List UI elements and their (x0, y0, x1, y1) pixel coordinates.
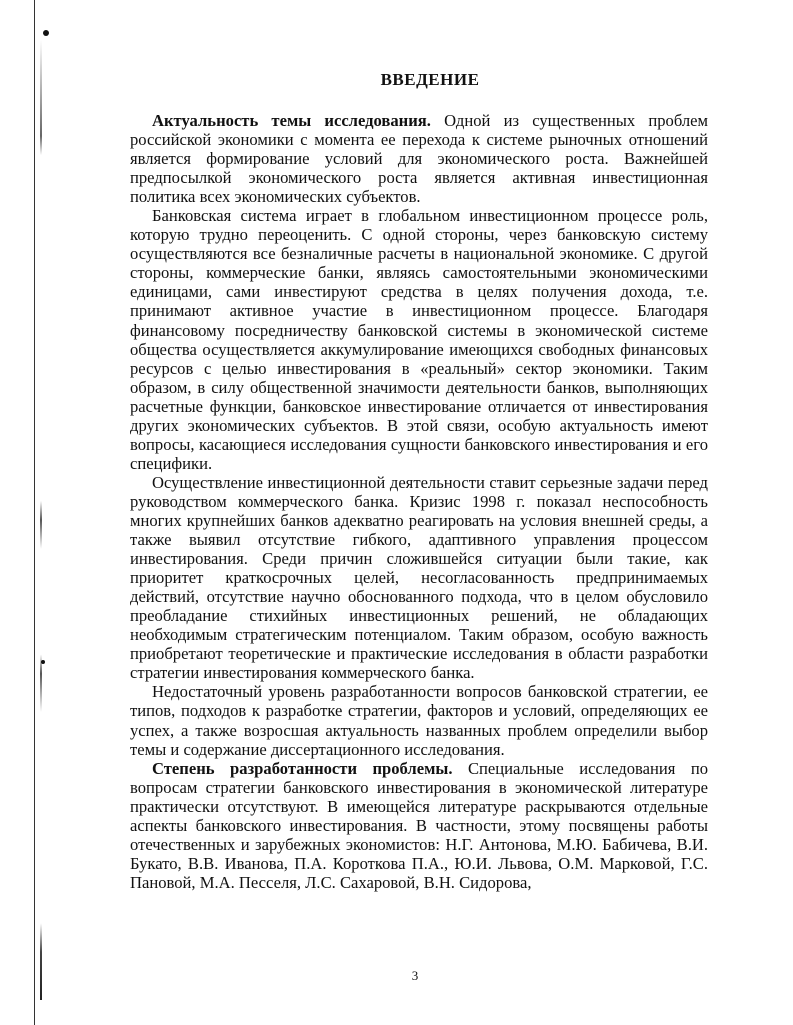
paragraph-elaboration-degree (130, 759, 708, 892)
paragraph-lead: Степень разработанности проблемы. (152, 758, 453, 778)
body-text (130, 111, 708, 892)
section-heading: ВВЕДЕНИЕ (380, 70, 480, 89)
paragraph-text: Специальные исследования по вопросам стратегии банковского инвестирования в экономической литературе практически отсутствуют. В имеющейся литературе раскрываются отдельные аспекты банковского инвестирования. В частности, этому посвящены работы отечественных и зарубежных экономистов: Н.Г. Антонова, М.Ю. Бабичева, В.И. Букато, В.В. Иванова, П.А. Короткова П.А., Ю.И. Львова, О.М. Марковой, Г.С. Пановой, М.А. Песселя, Л.С. Сахаровой, В.Н. Сидорова, (130, 758, 708, 892)
paragraph-investment-activity (130, 473, 708, 683)
paragraph-topic-choice (130, 682, 708, 758)
binding-edge-shadow (40, 40, 42, 1000)
binding-hole-mark (43, 30, 49, 36)
paragraph-lead: Актуальность темы исследования. (152, 111, 431, 130)
paragraph-text: Банковская система играет в глобальном инвестиционном процессе роль, которую трудно переоценить. С одной стороны, через банковскую систему осуществляются все безналичные расчеты в национальной экономике. С другой стороны, коммерческие банки, являясь самостоятельными экономическими единицами, сами инвестируют средства в целях получения дохода, т.е. принимают активное участие в инвестиционном процессе. Благодаря финансовому посредничеству банковской системы в экономической системе общества осуществляется аккумулирование имеющихся свободных финансовых ресурсов с целью инвестирования в «реальный» сектор экономики. Таким образом, в силу общественной значимости деятельности банков, выполняющих расчетные функции, банковское инвестирование отличается от инвестирования других экономических субъектов. В этой связи, особую актуальность имеют вопросы, касающиеся исследования сущности банковского инвестирования и его специфики. (130, 206, 708, 473)
binding-edge-line (34, 0, 35, 1025)
paragraph-relevance (130, 111, 708, 206)
paragraph-text: Недостаточный уровень разработанности вопросов банковской стратегии, ее типов, подходов к разработке стратегии, факторов и условий, определяющих ее успех, а также возросшая актуальность названных проблем определили выбор темы и содержание диссертационного исследования. (130, 682, 708, 759)
page-number: 3 (411, 968, 419, 983)
binding-hole-mark (41, 660, 45, 664)
paragraph-text: Одной из существенных проблем российской экономики с момента ее перехода к системе рыночных отношений является формирование условий для экономического роста. Важнейшей предпосылкой экономического роста является активная инвестиционная политика всех экономических субъектов. (130, 111, 708, 207)
paragraph-text: Осуществление инвестиционной деятельности ставит серьезные задачи перед руководством коммерческого банка. Кризис 1998 г. показал неспособность многих крупнейших банков адекватно реагировать на условия внешней среды, а также выявил отсутствие гибкого, адаптивного управления процессом инвестирования. Среди причин сложившейся ситуации были такие, как приоритет краткосрочных целей, несогласованность предпринимаемых действий, отсутствие научно обоснованного подхода, что в целом обусловило преобладание стихийных инвестиционных решений, не обладающих необходимым стратегическим потенциалом. Таким образом, особую важность приобретают теоретические и практические исследования в области разработки стратегии инвестирования коммерческого банка. (130, 472, 708, 683)
paragraph-banking-system (130, 206, 708, 473)
